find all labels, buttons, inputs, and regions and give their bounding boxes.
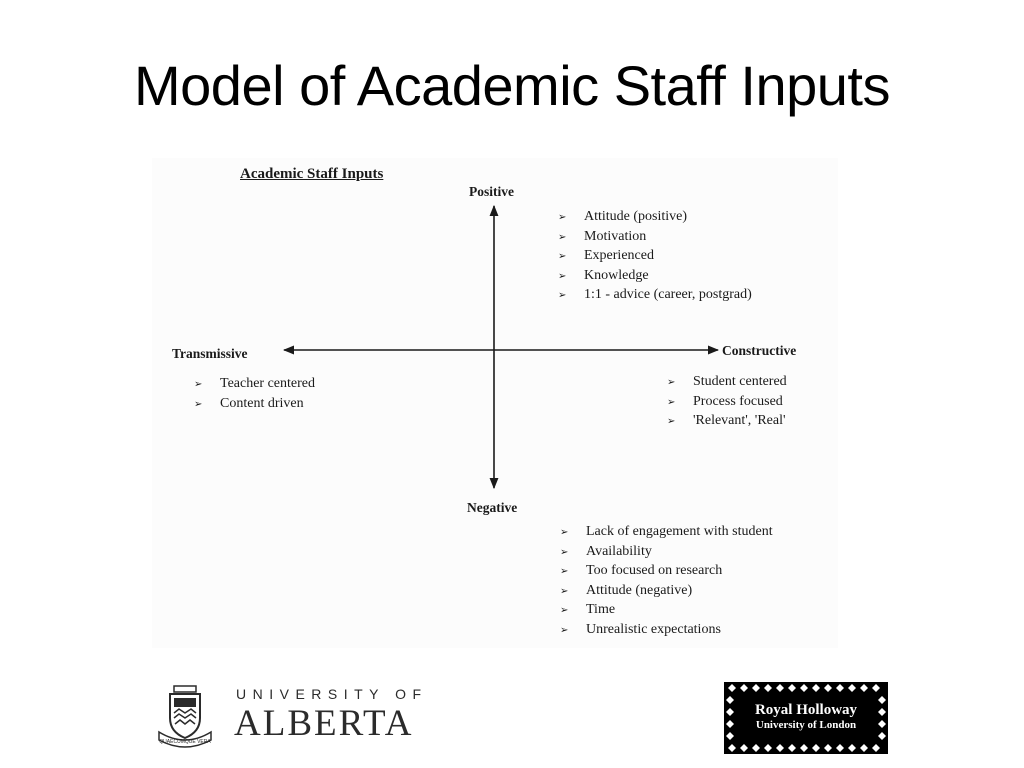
positive-list: [558, 208, 752, 306]
university-crest-icon: [156, 682, 226, 750]
positive-item-label: Knowledge: [584, 267, 649, 283]
positive-item: [558, 228, 752, 248]
crest-motto: QUAECUMQUE VERA: [159, 739, 211, 745]
transmissive-item-label: Content driven: [220, 395, 304, 411]
university-of-alberta-logo: [156, 682, 438, 750]
negative-item: [560, 523, 773, 543]
constructive-item-label: Student centered: [693, 374, 787, 389]
arrow-bullet-icon: ➢: [194, 398, 203, 410]
arrow-bullet-icon: ➢: [560, 527, 569, 538]
transmissive-list: [194, 375, 315, 414]
constructive-item: [667, 393, 787, 413]
arrow-bullet-icon: ➢: [558, 231, 567, 243]
positive-item: [558, 208, 752, 228]
positive-item-label: Attitude (positive): [584, 209, 688, 224]
royal-holloway-logo: [724, 682, 888, 754]
transmissive-item: [194, 375, 315, 395]
arrow-bullet-icon: ➢: [560, 624, 569, 636]
constructive-list: [667, 373, 787, 432]
arrow-bullet-icon: ➢: [560, 546, 569, 558]
arrow-bullet-icon: ➢: [560, 605, 569, 616]
negative-item-label: Lack of engagement with student: [586, 524, 773, 539]
negative-item-label: Unrealistic expectations: [586, 621, 721, 637]
negative-item-label: Time: [586, 602, 616, 617]
transmissive-item-label: Teacher centered: [220, 376, 315, 391]
alberta-logo-line1: UNIVERSITY OF: [236, 686, 428, 702]
diagram-heading: Academic Staff Inputs: [240, 166, 384, 182]
constructive-item: [667, 412, 787, 432]
constructive-item-label: 'Relevant', 'Real': [693, 413, 786, 428]
negative-item-label: Too focused on research: [586, 563, 723, 578]
negative-item-label: Availability: [586, 543, 652, 559]
axis-label-transmissive: Transmissive: [172, 346, 248, 361]
royal-holloway-wordmark: [724, 702, 888, 732]
arrow-bullet-icon: ➢: [558, 290, 567, 301]
arrow-bullet-icon: ➢: [194, 379, 203, 390]
positive-item-label: 1:1 - advice (career, postgrad): [584, 287, 752, 302]
positive-item: [558, 267, 752, 287]
arrow-bullet-icon: ➢: [558, 270, 567, 282]
negative-item: [560, 582, 773, 602]
axis-label-positive: Positive: [469, 184, 514, 199]
royal-holloway-name: Royal Holloway: [754, 702, 858, 718]
axis-label-negative: Negative: [467, 500, 518, 515]
axis-label-constructive: Constructive: [722, 343, 797, 358]
royal-holloway-subtitle: University of London: [755, 719, 857, 731]
negative-item: [560, 562, 773, 582]
arrow-bullet-icon: ➢: [667, 396, 676, 408]
constructive-item: [667, 373, 787, 393]
arrow-bullet-icon: ➢: [560, 566, 569, 577]
transmissive-item: [194, 395, 315, 415]
negative-item: [560, 543, 773, 563]
positive-item: [558, 286, 752, 306]
slide-title: Model of Academic Staff Inputs: [134, 54, 890, 117]
negative-item: [560, 601, 773, 621]
negative-item-label: Attitude (negative): [586, 582, 693, 598]
positive-item-label: Motivation: [584, 228, 647, 244]
constructive-item-label: Process focused: [693, 393, 783, 409]
positive-item: [558, 247, 752, 267]
negative-item: [560, 621, 773, 641]
arrow-bullet-icon: ➢: [558, 251, 567, 262]
arrow-bullet-icon: ➢: [558, 212, 567, 223]
arrow-bullet-icon: ➢: [667, 377, 676, 388]
arrow-bullet-icon: ➢: [560, 585, 569, 597]
diagram-figure: [152, 158, 838, 648]
positive-item-label: Experienced: [584, 248, 654, 263]
alberta-logo-line2: ALBERTA: [234, 703, 414, 744]
negative-list: [560, 523, 773, 640]
arrow-bullet-icon: ➢: [667, 416, 676, 427]
